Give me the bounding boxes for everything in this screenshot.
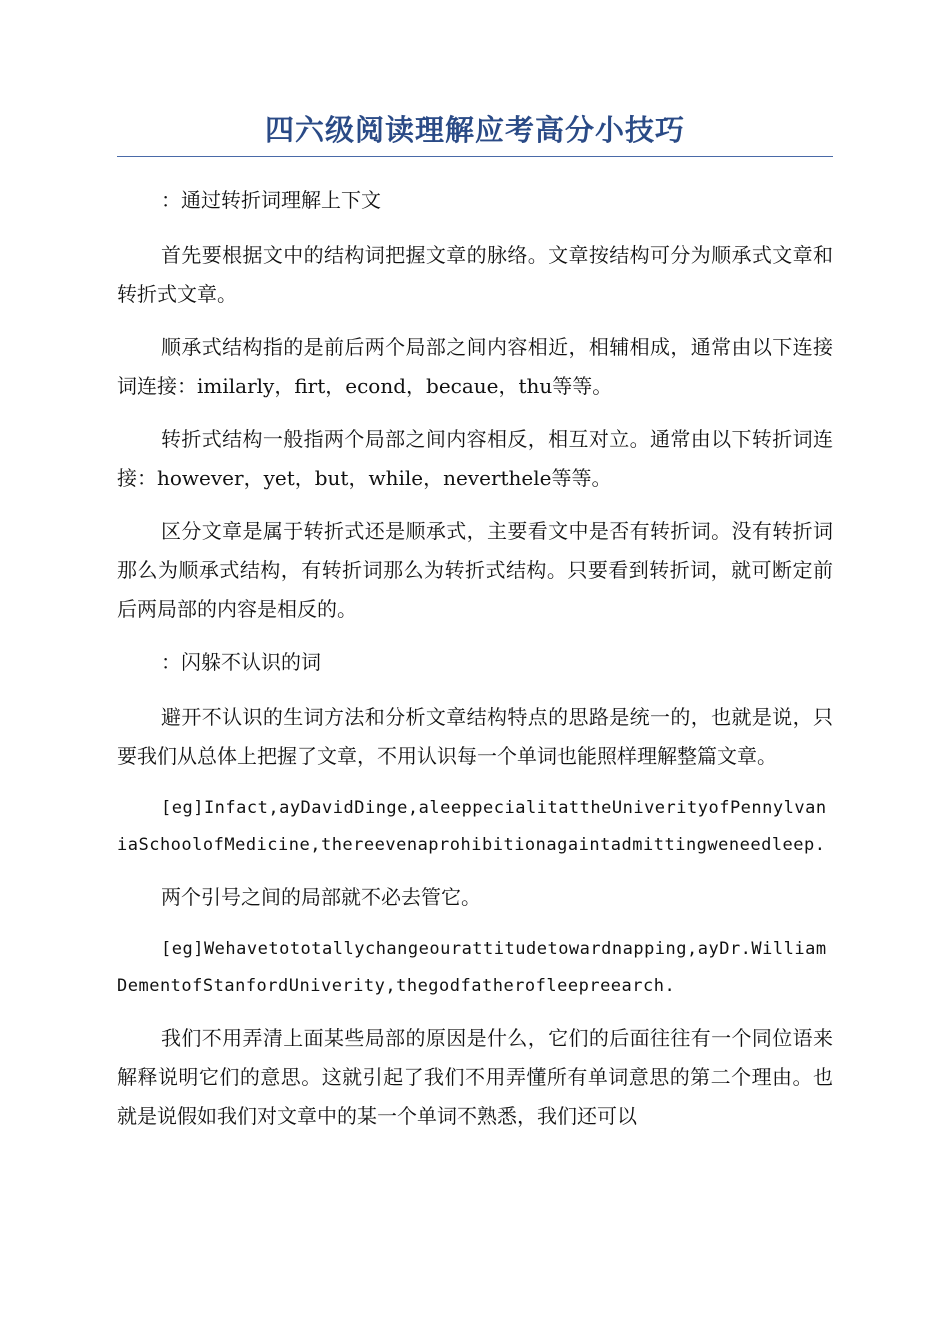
example-sentence-2: [eg]Wehavetototallychangeourattitudetowardnapping,ayDr.WilliamDementofStanfordUniverity,thegodfatherofleepreearch. — [117, 939, 827, 996]
paragraph-appositive-explanation: 我们不用弄清上面某些局部的原因是什么，它们的后面往往有一个同位语来解释说明它们的意思。这就引起了我们不用弄懂所有单词意思的第二个理由。也就是说假如我们对文章中的某一个单词不熟悉，我们还可以 — [117, 1026, 833, 1128]
paragraph-structure-words: 首先要根据文中的结构词把握文章的脉络。文章按结构可分为顺承式文章和转折式文章。 — [117, 243, 833, 306]
paragraph-distinguish-structure: 区分文章是属于转折式还是顺承式，主要看文中是否有转折词。没有转折词那么为顺承式结构，有转折词那么为转折式结构。只要看到转折词，就可断定前后两局部的内容是相反的。 — [117, 519, 833, 621]
paragraph-avoid-new-words: 避开不认识的生词方法和分析文章结构特点的思路是统一的，也就是说，只要我们从总体上把握了文章，不用认识每一个单词也能照样理解整篇文章。 — [117, 705, 833, 768]
document-page — [117, 110, 833, 1150]
document-title: 四六级阅读理解应考高分小技巧 — [264, 113, 685, 147]
section-heading-transition-words: ：通过转折词理解上下文 — [161, 188, 381, 212]
example-sentence-1: [eg]Infact,ayDavidDinge,aleeppecialitattheUniverityofPennylvaniaSchoolofMedicine,thereevenaprohibitionagaintadmittingweneedleep. — [117, 798, 827, 855]
section-heading-avoid-unknown-words: ：闪躲不认识的词 — [161, 650, 321, 674]
paragraph-ignore-quoted-part: 两个引号之间的局部就不必去管它。 — [161, 885, 481, 909]
title-underline — [117, 156, 833, 157]
paragraph-transitional-structure: 转折式结构一般指两个局部之间内容相反，相互对立。通常由以下转折词连接：however，yet，but，while，neverthele等等。 — [117, 427, 833, 490]
paragraph-sequential-structure: 顺承式结构指的是前后两个局部之间内容相近，相辅相成，通常由以下连接词连接：imilarly，firt，econd，becaue，thu等等。 — [117, 335, 833, 398]
